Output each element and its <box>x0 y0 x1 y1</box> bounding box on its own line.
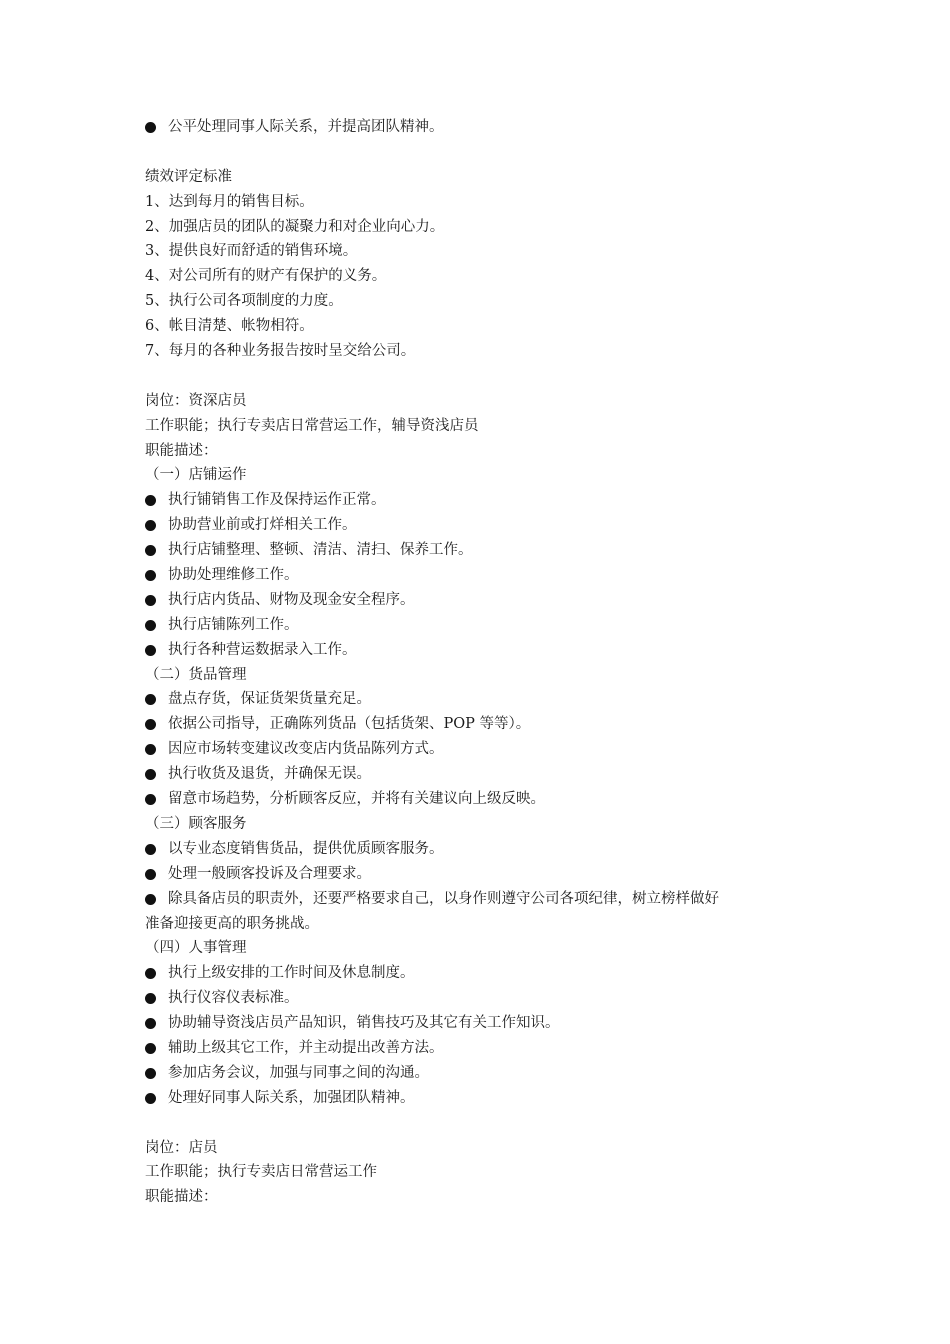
bullet-item <box>0 687 950 712</box>
bullet-dot-icon <box>145 993 156 1004</box>
bullet-item <box>0 588 950 613</box>
bullet-text: 盘点存货，保证货架货量充足。 <box>168 691 371 708</box>
line-text: （二）货品管理 <box>145 666 247 683</box>
text-line <box>0 439 950 464</box>
bullet-text: 以专业态度销售货品，提供优质顾客服务。 <box>168 840 444 857</box>
bullet-item <box>0 762 950 787</box>
bullet-dot-icon <box>145 968 156 979</box>
bullet-dot-icon <box>145 620 156 631</box>
bullet-text: 公平处理同事人际关系，并提高团队精神。 <box>168 119 444 135</box>
bullet-dot-icon <box>145 744 156 755</box>
blank-line <box>0 140 950 165</box>
line-text: （三）顾客服务 <box>145 815 247 832</box>
bullet-item <box>0 1061 950 1086</box>
text-line <box>0 264 950 289</box>
line-text: 4、对公司所有的财产有保护的义务。 <box>145 268 387 285</box>
bullet-text: 协助处理维修工作。 <box>168 567 299 584</box>
bullet-item <box>0 115 950 140</box>
bullet-text: 协助营业前或打烊相关工作。 <box>168 517 357 534</box>
bullet-dot-icon <box>145 894 156 905</box>
bullet-item <box>0 787 950 812</box>
line-text: 3、提供良好而舒适的销售环境。 <box>145 243 358 260</box>
text-line <box>0 1185 950 1210</box>
bullet-item <box>0 837 950 862</box>
bullet-text: 执行仪容仪表标准。 <box>168 990 299 1007</box>
bullet-text: 执行铺销售工作及保持运作正常。 <box>168 492 386 509</box>
bullet-text: 执行店铺整理、整顿、清洁、清扫、保养工作。 <box>168 542 473 559</box>
bullet-item <box>0 613 950 638</box>
bullet-text: 执行各种营运数据录入工作。 <box>168 641 357 658</box>
bullet-dot-icon <box>145 645 156 656</box>
bullet-text: 处理一般顾客投诉及合理要求。 <box>168 865 371 882</box>
text-line <box>0 165 950 190</box>
bullet-dot-icon <box>145 769 156 780</box>
bullet-item <box>0 887 950 912</box>
bullet-item <box>0 986 950 1011</box>
bullet-text: 处理好同事人际关系，加强团队精神。 <box>168 1089 415 1106</box>
bullet-text: 执行店内货品、财物及现金安全程序。 <box>168 591 415 608</box>
document-page <box>0 115 950 1210</box>
text-line <box>0 1136 950 1161</box>
bullet-item <box>0 712 950 737</box>
text-line <box>0 463 950 488</box>
bullet-dot-icon <box>145 495 156 506</box>
line-text: 6、帐目清楚、帐物相符。 <box>145 318 314 335</box>
bullet-dot-icon <box>145 1043 156 1054</box>
blank-line <box>0 1111 950 1136</box>
text-line <box>0 912 950 937</box>
bullet-item <box>0 1036 950 1061</box>
line-text: 岗位：资深店员 <box>145 392 247 409</box>
line-text: 工作职能；执行专卖店日常营运工作 <box>145 1164 377 1181</box>
bullet-item <box>0 862 950 887</box>
line-text: 5、执行公司各项制度的力度。 <box>145 293 343 310</box>
bullet-item <box>0 638 950 663</box>
bullet-dot-icon <box>145 1093 156 1104</box>
text-line <box>0 936 950 961</box>
bullet-item <box>0 737 950 762</box>
bullet-dot-icon <box>145 122 156 133</box>
bullet-item <box>0 961 950 986</box>
bullet-text: 参加店务会议，加强与同事之间的沟通。 <box>168 1064 429 1081</box>
text-line <box>0 215 950 240</box>
line-text: 职能描述： <box>145 442 218 459</box>
text-line <box>0 314 950 339</box>
bullet-dot-icon <box>145 694 156 705</box>
bullet-item <box>0 1011 950 1036</box>
line-text: （四）人事管理 <box>145 940 247 957</box>
bullet-dot-icon <box>145 570 156 581</box>
blank-line <box>0 364 950 389</box>
line-text: 工作职能；执行专卖店日常营运工作，辅导资浅店员 <box>145 417 479 434</box>
bullet-text: 因应市场转变建议改变店内货品陈列方式。 <box>168 741 444 758</box>
bullet-text: 执行收货及退货，并确保无误。 <box>168 766 371 783</box>
bullet-dot-icon <box>145 844 156 855</box>
line-text: 绩效评定标准 <box>145 168 232 185</box>
bullet-dot-icon <box>145 869 156 880</box>
line-text: 7、每月的各种业务报告按时呈交给公司。 <box>145 343 416 360</box>
text-line <box>0 389 950 414</box>
text-line <box>0 414 950 439</box>
bullet-dot-icon <box>145 1018 156 1029</box>
bullet-text: 执行店铺陈列工作。 <box>168 616 299 633</box>
text-line <box>0 339 950 364</box>
bullet-item <box>0 538 950 563</box>
bullet-item <box>0 513 950 538</box>
text-line <box>0 663 950 688</box>
line-text: 1、达到每月的销售目标。 <box>145 193 314 210</box>
bullet-dot-icon <box>145 794 156 805</box>
text-line <box>0 190 950 215</box>
line-text: 2、加强店员的团队的凝聚力和对企业向心力。 <box>145 218 445 235</box>
bullet-dot-icon <box>145 719 156 730</box>
bullet-text: 除具备店员的职责外，还要严格要求自己，以身作则遵守公司各项纪律，树立榜样做好 <box>168 890 719 907</box>
bullet-item <box>0 488 950 513</box>
bullet-item <box>0 563 950 588</box>
text-line <box>0 812 950 837</box>
line-text: 职能描述： <box>145 1189 218 1206</box>
bullet-text: 依据公司指导，正确陈列货品（包括货架、POP 等等）。 <box>168 716 531 733</box>
bullet-item <box>0 1086 950 1111</box>
bullet-dot-icon <box>145 545 156 556</box>
text-line <box>0 1160 950 1185</box>
text-line <box>0 239 950 264</box>
bullet-dot-icon <box>145 520 156 531</box>
bullet-text: 辅助上级其它工作，并主动提出改善方法。 <box>168 1039 444 1056</box>
line-text: 准备迎接更高的职务挑战。 <box>145 915 319 932</box>
line-text: （一）店铺运作 <box>145 467 247 484</box>
bullet-dot-icon <box>145 1068 156 1079</box>
bullet-text: 协助辅导资浅店员产品知识，销售技巧及其它有关工作知识。 <box>168 1015 560 1032</box>
text-line <box>0 289 950 314</box>
bullet-text: 留意市场趋势，分析顾客反应，并将有关建议向上级反映。 <box>168 791 545 808</box>
bullet-dot-icon <box>145 595 156 606</box>
line-text: 岗位：店员 <box>145 1139 218 1156</box>
bullet-text: 执行上级安排的工作时间及休息制度。 <box>168 965 415 982</box>
